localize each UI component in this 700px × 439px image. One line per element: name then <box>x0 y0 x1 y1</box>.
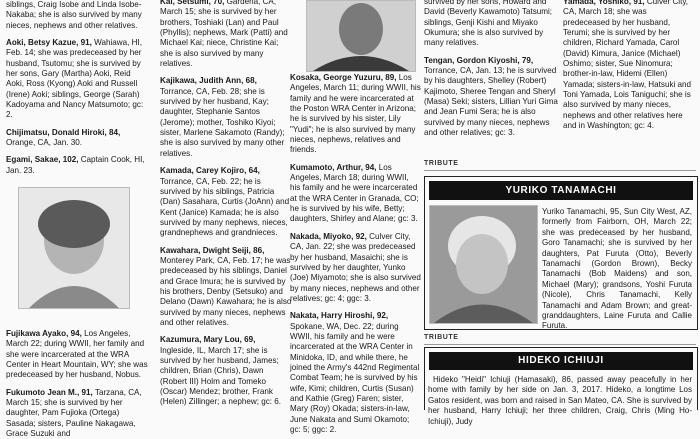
obituary-entry <box>290 73 421 156</box>
obituary-name: Egami, Sakae, 102, <box>6 155 79 165</box>
obituary-body: Los Angeles, March 22; during WWII, her family and she were incarcerated at the WRA Center in Heart Mountain, WY; she was predeceased by her husband, Nobus. <box>6 329 148 380</box>
obituary-name: Yamada, Yoshiko, 91, <box>563 0 645 6</box>
obituary-body: Wahiawa, HI, Feb. 14; she was predeceased by her husband, Tsutomu; she is survived by her sons, Gary (Martha) Aoki, Reid Aoki, Ross (Kyong) Aoki and Russell (Irene) Aoki; siblings, George (Sarah) Kadoyama and Nancy Matsumoto; gc: 2. <box>6 38 144 120</box>
obituary-body: Culver City, CA, Jan. 22; she was predeceased by her husband, Masaichi; she is survived by her daughter, Yunko (Joe) Miyamoto; she is also survived by many nieces, nephews and other relatives; gc: 4; ggc: 3. <box>290 231 421 303</box>
tribute-label: TRIBUTE <box>424 334 459 341</box>
obituary-body: Monterey Park, CA, Feb. 17; he was predeceased by his siblings, Daniel and Grace Imura; he is survived by his brothers, Denby (Setsuko) and Delano (Dawn) Kawahara; he is also survived by many nieces, nephews and other relatives. <box>160 255 292 327</box>
obituary-column-3 <box>290 73 421 435</box>
obituary-body: Tarzana, CA, March 15; she is survived by her daughter, Pam Fujioka (Ortega) Sasada; sisters, Pauline Nakagawa, Grace Suzuki and <box>6 387 142 439</box>
obituary-body: Culver City, CA, March 18; she was predeceased by her husband, Terumi; she is survived by her children, Richard Yamada, Carol (David) Kimura, Janice (Michael) Oshimo; sister, Sue Ninomura; brother-in-law, Hidemi (Ellen) Yamada; sisters-in-law, Hatsuki and Toni Yamada, Lois Taniguchi; she is also survived by many nieces, nephews and other relatives here and in Washington; gc: 4. <box>563 0 692 131</box>
obituary-entry <box>290 311 421 435</box>
obituary-name: Tengan, Gordon Kiyoshi, 79, <box>424 55 534 65</box>
obituary-entry <box>6 128 148 149</box>
tribute-label: TRIBUTE <box>424 160 459 167</box>
obituary-name: Fujikawa Ayako, 94, <box>6 329 82 338</box>
obituary-column-2 <box>160 0 292 408</box>
obituary-name: Kosaka, George Yuzuru, 89, <box>290 73 397 82</box>
obituary-column-5 <box>563 0 694 131</box>
tribute-divider <box>424 344 696 345</box>
obituary-name: Aoki, Betsy Kazue, 91, <box>6 38 92 48</box>
portrait-photo-tanamachi <box>429 205 538 324</box>
obituary-entry <box>290 232 421 304</box>
obituary-name: Kajikawa, Judith Ann, 68, <box>160 76 257 86</box>
obituary-entry <box>160 335 292 407</box>
obituary-body: Los Angeles, March 18; during WWII, his family and he were incarcerated at the WRA Center in Granada, CO; he is survived by his wife, Betty; daughters, Shirley and Alane; gc: 3. <box>290 162 419 224</box>
portrait-photo-fujikawa <box>18 187 130 309</box>
obituary-column-4 <box>424 0 560 138</box>
obituary-body: Ingleside, IL, March 17; she is survived by her husband, James; children, Brian (Chris), Dawn (Robert III) Holm and Tomeko (Oscar) Mendez; brother, Frank (Helen) Zillinger; a nephew; gc: 6. <box>160 345 282 407</box>
obituary-name: Kamada, Carey Kojiro, 64, <box>160 166 260 176</box>
obituary-entry <box>160 166 292 238</box>
obituary-fragment: siblings, Craig Isobe and Linda Isobe-Nakaba; she is also survived by many nieces, nephews and other relatives. <box>6 0 142 30</box>
obituary-entry <box>6 155 148 176</box>
obituary-entry <box>6 329 148 381</box>
obituary-fragment: survived by her sons, Howard and David (Beverly Kawamoto) Tatsumi; siblings, Genji Kishi and Miyako Okumura; she is also survived by many relatives. <box>424 0 553 48</box>
obituary-name: Fukumoto Jean M., 91, <box>6 387 93 397</box>
obituary-entry <box>290 163 421 225</box>
obituary-body: Torrance, CA, Jan. 13; he is survived by his daughters, Shelley (Robert) Kajimoto, Sheree Tengan and Sheryl (Masa) Seki; sisters, Lillian Yuri Gima and Jean Fumi Sera; he is also survived by many nieces, nephews and other relatives; gc: 3. <box>424 66 558 138</box>
obituary-name: Kai, Setsumi, 70, <box>160 0 225 6</box>
tribute-divider <box>424 170 696 171</box>
obituary-name: Kumamoto, Arthur, 94, <box>290 162 377 172</box>
tribute-body: Yuriko Tanamachi, 95, Sun City West, AZ, formerly from Fairborn, OH, March 22; she was predeceased by her husband, Goro Tanamachi; she is survived by her daughters, Pat Furuta (Otto), Beverly Tanamachi (Gordon Brown), Becky Tanamachi (Bob Maidens) and son, Michael (Mary); grandsons, Yoshi Furuta (Nicole), Chris Tanamachi, Kelly Tanamachi and Adam Brown; and great-granddaughters, Laine Furuta and Callie Furuta. <box>542 207 692 331</box>
obituary-entry <box>6 38 148 121</box>
obituary-body: Captain Cook, HI, Jan. 23. <box>6 155 145 175</box>
portrait-photo-kosaka <box>306 0 416 72</box>
tribute-body: Hideko "Heidi" Ichiuji (Hamasaki), 86, passed away peacefully in her home with family by her side on Jan. 3, 2017. Hideko, a longtime Los Gatos resident, was born and raised in San Mateo, CA. She is survived by her husband, Harry Ichiuji; her three children, Craig, Chris (Ming Ho-Ichiuji), Judy <box>428 375 692 426</box>
obituary-name: Nakada, Miyoko, 92, <box>290 231 367 241</box>
obituary-entry <box>160 0 292 69</box>
obituary-name: Kazumura, Mary Lou, 69, <box>160 335 256 345</box>
obituary-entry <box>563 0 694 131</box>
obituary-name: Chijimatsu, Donald Hiroki, 84, <box>6 127 121 137</box>
obituary-body: Torrance, CA, Feb. 28; she is survived by her husband, Kay; daughter, Stephanie Santos (Jerome); mother, Toshiko Kiyoi; sister, Marlene Sakamoto (Randy); she is also survived by many other relatives. <box>160 86 285 158</box>
obituary-column-1-continued <box>6 329 148 439</box>
obituary-body: Spokane, WA, Dec. 22; during WWII, his family and he were incarcerated at the WRA Center in Minidoka, ID, and while there, he joined the Army's 442nd Regimental Combat Team; he is survived by his wife, Kimi; children, Curtis (Susan) and Kathie (Greg) Faren; sister, Mary (Roy) Okada; sisters-in-law, June Nakata and Sumi Okamoto; gc: 5; ggc: 2. <box>290 321 420 434</box>
tribute-heading: YURIKO TANAMACHI <box>429 181 693 200</box>
obituary-column-1 <box>6 0 148 176</box>
obituary-body: Gardena, CA, March 15; she is survived by her brothers, Toshiaki (Lan) and Paul (Phyllis); nephews, Mark (Patti) and Michael Kai; niece, Christine Kai; she is also survived by many relatives. <box>160 0 288 69</box>
obituary-name: Nakata, Harry Hiroshi, 92, <box>290 311 389 321</box>
obituary-entry <box>160 246 292 329</box>
obituary-name: Kawahara, Dwight Seiji, 86, <box>160 245 265 255</box>
obituary-entry <box>160 76 292 159</box>
obituary-entry <box>6 388 148 439</box>
obituary-body: Los Angeles, March 11; during WWII, his family and he were incarcerated at the Poston WRA Center in Arizona; he is survived by his sister, Lily "Yudi"; he is also survived by many nieces, nephews, relatives and friends. <box>290 73 421 155</box>
tribute-heading: HIDEKO ICHIUJI <box>429 352 693 370</box>
obituary-entry <box>424 56 560 139</box>
obituary-body: Torrance, CA, Feb. 22; he is survived by his siblings, Patricia (Dan) Sasahara, Curtis (JoAnn) and Kent (Janice) Kamada; he is also survived by many nephews, nieces, grandnephews and grandnieces. <box>160 176 290 238</box>
obituary-body: Orange, CA, Jan. 30. <box>6 138 83 148</box>
